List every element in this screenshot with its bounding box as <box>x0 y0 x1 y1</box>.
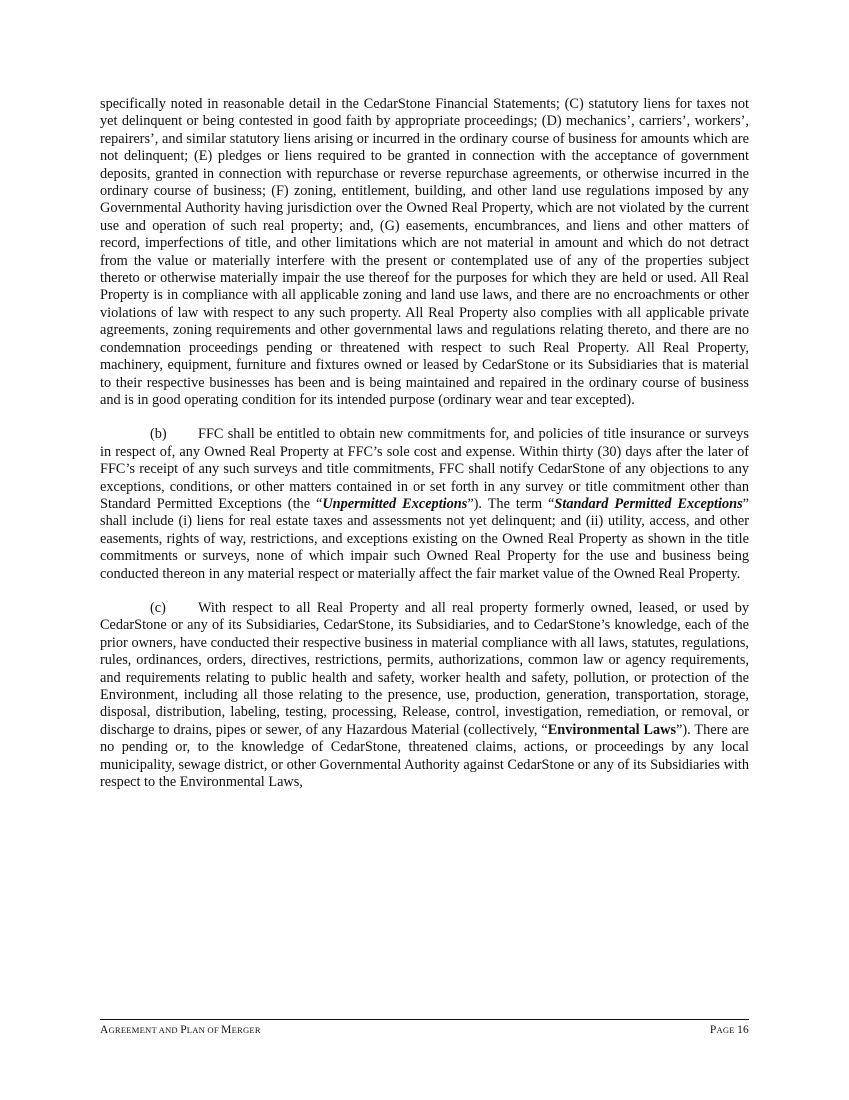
footer-document-title: AGREEMENT AND PLAN OF MERGER <box>100 1024 261 1036</box>
paragraph-text: ”). The term “ <box>467 495 555 512</box>
defined-term-environmental-laws: Environmental Laws <box>547 721 677 738</box>
paragraph-text: specifically noted in reasonable detail in the CedarStone Financial Statements; (C) statutory liens for taxes not yet delinquent or being contested in good faith by appropriate proceedings; (D) mechanics’, carriers’, workers’, repairers’, and similar statutory liens arising or incurred in the ordinary course of business for amounts which are not delinquent; (E) pledges or liens required to be granted in connection with the acceptance of government deposits, granted in connection with repurchase or reverse repurchase agreements, or otherwise incurred in the ordinary course of business; (F) zoning, entitlement, building, and other land use regulations imposed by any Governmental Authority having jurisdiction over the Owned Real Property, which are not violated by the current use and operation of such real property; and, (G) easements, encumbrances, and liens and other matters of record, imperfections of title, and other limitations which are not material in amount and which do not detract from the value or materially interfere with the present or contemplated use of any of the properties subject thereto or otherwise materially impair the use thereof for the purposes for which they are held or used. All Real Property is in compliance with all applicable zoning and land use laws, and there are no encroachments or other violations of law with respect to any such property. All Real Property also complies with all applicable private agreements, zoning requirements and other governmental laws and regulations relating thereto, and there are no condemnation proceedings pending or threatened with respect to such Real Property. All Real Property, machinery, equipment, furniture and fixtures owned or leased by CedarStone or its Subsidiaries that is material to their respective businesses has been and is being maintained and repaired in the ordinary course of business and is in good operating condition for its intended purpose (ordinary wear and tear excepted). <box>100 96 749 408</box>
paragraph-b <box>100 426 749 583</box>
footer-page-number: PAGE 16 <box>709 1024 749 1036</box>
paragraph-text: ”). There are no pending or, to the knowledge of CedarStone, threatened claims, actions, or proceedings by any local municipality, sewage district, or other Governmental Authority against CedarStone or any of its Subsidiaries with respect to the Environmental Laws, <box>100 721 749 791</box>
defined-term-standard-permitted-exceptions: Standard Permitted Exceptions <box>554 495 743 512</box>
paragraph-text: ” shall include (i) liens for real estate taxes and assessments not yet delinquent; and (ii) utility, access, and other easements, rights of way, restrictions, and exceptions existing on the Owned Real Property as shown in the title commitments or surveys, none of which impair such Owned Real Property for the use and business being conducted thereon in any material respect or materially affect the fair market value of the Owned Real Property. <box>100 495 750 582</box>
paragraph-label: (b) <box>150 426 167 443</box>
paragraph-c <box>100 600 749 791</box>
document-body <box>100 96 749 808</box>
defined-term-unpermitted-exceptions: Unpermitted Exceptions <box>322 495 468 512</box>
paragraph-a-continuation <box>100 96 749 409</box>
paragraph-label: (c) <box>150 599 166 616</box>
paragraph-text: FFC shall be entitled to obtain new commitments for, and policies of title insurance or surveys in respect of, any Owned Real Property at FFC’s sole cost and expense. Within thirty (30) days after the later of FFC’s receipt of any such surveys and title commitments, FFC shall notify CedarStone of any objections to any exceptions, conditions, or other matters contained in or set forth in any survey or title commitment other than Standard Permitted Exceptions (the “ <box>100 426 749 512</box>
page-footer <box>100 1019 749 1036</box>
paragraph-text: With respect to all Real Property and all real property formerly owned, leased, or used by CedarStone or any of its Subsidiaries, CedarStone, its Subsidiaries, and to CedarStone’s knowledge, each of the prior owners, have conducted their respective business in material compliance with all laws, statutes, regulations, rules, ordinances, orders, directives, restrictions, permits, authorizations, common law or agency requirements, and requirements relating to public health and safety, worker health and safety, pollution, or protection of the Environment, including all those relating to the presence, use, production, generation, transportation, storage, disposal, distribution, labeling, testing, processing, Release, control, investigation, remediation, or removal, or discharge to drains, pipes or sewer, of any Hazardous Material (collectively, “ <box>100 599 749 738</box>
